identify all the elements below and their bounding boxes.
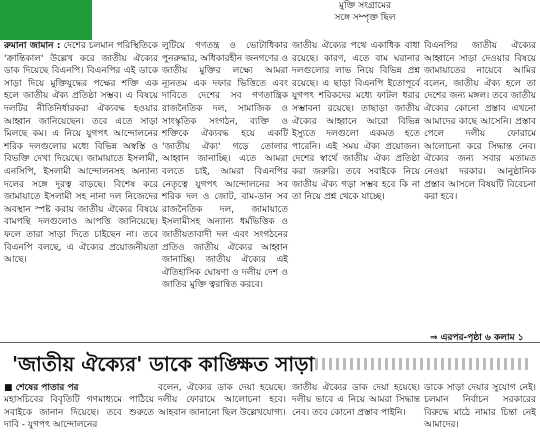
bottom-column-1 [4, 382, 154, 432]
top-snippet-line1: মুক্তি সংগ্রামের [339, 1, 391, 11]
bottom-column-3: জাতীয় ঐক্যের ডাক দেয়া হয়েছে। দলীয় ভাবে এ নিয়ে আমরা সিদ্ধান্ত নেব। তবে কোনো প্রস্তাব পাইনি। [292, 383, 420, 418]
article-column-3 [292, 40, 420, 206]
article-column-4 [424, 40, 536, 206]
bottom-column-2: বলেন, ঐক্যের ডাক দেয়া হয়েছে। দলীয় ফোরামে আলোচনা হবে। আহবান জানানো ছিল উল্লেখযোগ্য। [158, 383, 286, 418]
column-4-text: বিএনপির জাতীয় ঐক্যের আহ্বানে সাড়া দেওয়ার বিষয়ে জামায়াতের নায়েবে আমির বলেন, জাতীয় ঐক্য হলে তা দেশের জন্য মঙ্গল। তবে জাতীয় ঐক্যের কোনো প্রস্তাব এখনো আমাদের কাছে আসেনি। প্রস্তাব পেলে দলীয় ফোরামে আলোচনা করে সিদ্ধান্ত নেব। ঐক্যের জন্য সবার মতামত নেওয়া দরকার। আনুষ্ঠানিক প্রস্তাব আসলে বিষয়টি বিবেচনা করা হবে। [424, 41, 536, 203]
article-column-1 [4, 40, 158, 269]
continued-marker: ⇒ এরপর-পৃষ্ঠা ৬ কলাম ১ [430, 333, 524, 343]
byline: রুমানা জামান : [4, 41, 61, 51]
article-column-2 [162, 40, 288, 294]
green-color-block [0, 0, 92, 40]
headline: 'জাতীয় ঐক্যের' ডাকে কাঙ্ক্ষিত সাড়া [12, 352, 315, 376]
column-1-text: দেশের চলমান পরিস্থিতিকে 'ক্রান্তিকাল' উল্লেখ করে জাতীয় ঐক্যের ডাক দিয়েছে বিএনপি। বিএনপির এই ডাকে সাড়া দিয়ে মুক্তিযুদ্ধের পক্ষের শক্তি এক হলে জাতীয় ঐক্য প্রতিষ্ঠা সম্ভব। এ বিষয়ে দলটির নীতিনির্ধারকরা ঐক্যবদ্ধ হওয়ার আহ্বান জানিয়েছেন। তবে এতে সাড়া মিলছে কম। এ নিয়ে যুগপৎ আন্দোলনের শরিক দলগুলোর মধ্যে বিভিন্ন অস্বস্তি ও বিভক্তি দেখা দিয়েছে। জামায়াতে ইসলামী, এনসিপি, ইসলামী আন্দোলনসহ অন্যান্য দলের সঙ্গে দূরত্ব বাড়ছে। বিশেষ করে জামায়াতে ইসলামী সহ নানা দল নিজেদের অবস্থান স্পষ্ট করায় জাতীয় ঐক্যের বিষয়ে বামপন্থি দলগুলোও আপত্তি জানিয়েছে। ফলে তারা সাড়া দিতে চাইছেন না। তবে বিএনপি বলছে, এ ঐক্যের প্রয়োজনীয়তা আছে। [4, 41, 158, 266]
top-snippet-line2: সঙ্গে সম্পৃক্ত ছিল [334, 13, 396, 23]
top-snippet [300, 0, 430, 40]
bottom-column-4: ডাকে সাড়া দেয়ার সুযোগ নেই। চলমান নির্বাচন সরকারের বিরুদ্ধে মাঠে নামার চিন্তা নেই আমাদের। [424, 383, 536, 431]
column-3-text: জাতীয় ঐক্যের পথে একাধিক বাধা রয়েছে। কারণ, এতে বাম ঘরানার দলগুলোর লাভ নিয়ে বিভিন্ন প্রশ্ন রয়েছে। এ ছাড়া বিএনপি ইতোপূর্বে যুগপৎ শরিকদের মধ্যে ফাটল ধরার সম্ভাবনা রয়েছে। তাছাড়া জাতীয় ঐক্যের আহ্বানে আরো বিভিন্ন ইস্যুতে দলগুলো একমত হতে পারেনি। এই সময় ঐক্য প্রয়োজন। দেশের স্বার্থে জাতীয় ঐক্য প্রতিষ্ঠা করা জরুরি। তবে সবাইকে নিয়ে জাতীয় ঐক্য গড়া সম্ভব হবে কি না তা নিয়ে প্রশ্ন থেকে যাচ্ছে। [292, 41, 420, 203]
section-divider [0, 342, 540, 343]
bottom-column-1-text: মহাসচিবের বিবৃতিটি গণমাধ্যমে পাঠিয়ে সবাইকে জানান দিয়েছে। তবে শুরুতে দাবি - যুগপৎ আন্দোলনের [4, 395, 154, 431]
bottom-head: ■ শেষের পাতার পর [4, 383, 79, 393]
column-2-text: লুটিয়ে গণতন্ত্র ও ভোটাধিকার পুনরুদ্ধার, অধিকারহীন জনগণের ও জাতীয় মুক্তির লক্ষ্যে আমরা ন্যূনতম এক দফার ভিত্তিতে এবং দাবিতে দেশের সব গণতান্ত্রিক রাজনৈতিক দল, সামাজিক ও সাংস্কৃতিক সংগঠন, ব্যক্তি ও শক্তিকে ঐক্যবদ্ধ হয়ে একটি 'জাতীয় ঐক্য' গড়ে তোলার আহ্বান জানাচ্ছি। এতে আমরা বলতে চাই, আমরা বিএনপির নেতৃত্বে যুগপৎ আন্দোলনের সব শরিক দল ও জোট, বাম-ডান সব রাজনৈতিক দল, জামায়াতে ইসলামীসহ অন্যান্য ধর্মভিত্তিক ও জাতীয়তাবাদী দল এবং সংগঠনের প্রতিও জাতীয় ঐক্যের আহ্বান জানাচ্ছি। জাতীয় ঐক্যের এই ঐতিহাসিক ঘোষণা ও দলীয় দেশ ও জাতির মুক্তি ত্বরান্বিত করবে। [162, 41, 288, 291]
headline-dotted-rule [315, 358, 530, 370]
